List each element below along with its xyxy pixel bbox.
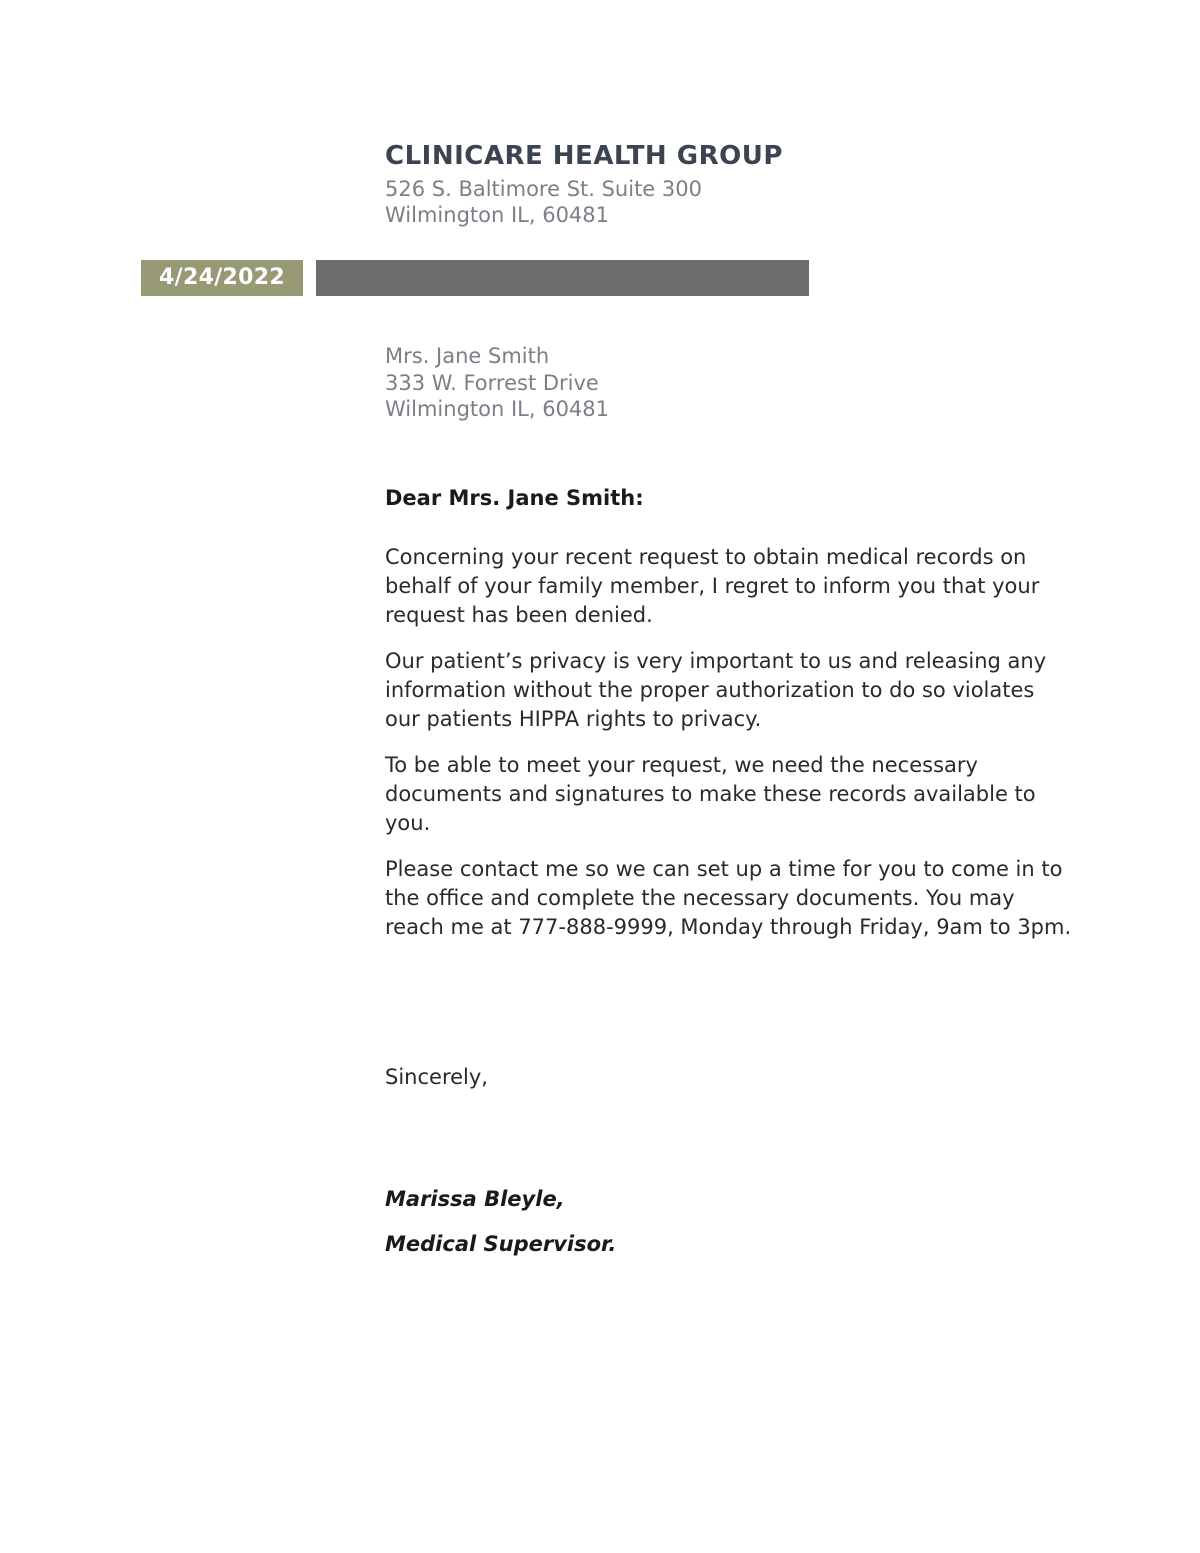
- letter-date: 4/24/2022: [141, 260, 303, 296]
- signer-title: Medical Supervisor.: [385, 1232, 617, 1256]
- signer-name: Marissa Bleyle,: [385, 1187, 565, 1211]
- company-address-line2: Wilmington IL, 60481: [385, 203, 610, 227]
- header-rule-bar: [316, 260, 809, 296]
- body-paragraph: Concerning your recent request to obtain medical records on behalf of your family member, I regret to inform you that your request has been denied.: [385, 545, 1040, 627]
- company-address-line1: 526 S. Baltimore St. Suite 300: [385, 177, 702, 201]
- recipient-address: [385, 343, 609, 423]
- salutation: Dear Mrs. Jane Smith:: [385, 486, 644, 510]
- recipient-address-line1: 333 W. Forrest Drive: [385, 370, 599, 395]
- body-paragraph: To be able to meet your request, we need the necessary documents and signatures to make these records available to you.: [385, 753, 1036, 835]
- recipient-name: Mrs. Jane Smith: [385, 344, 550, 368]
- recipient-address-line2: Wilmington IL, 60481: [385, 397, 610, 421]
- closing: Sincerely,: [385, 1065, 488, 1089]
- body-paragraph: Please contact me so we can set up a time for you to come in to the office and complete the necessary documents. You may reach me at 777-888-9999, Monday through Friday, 9am to 3pm.: [385, 857, 1072, 939]
- company-name: CLINICARE HEALTH GROUP: [385, 141, 783, 171]
- letter-body: [385, 543, 1075, 959]
- body-paragraph: Our patient’s privacy is very important to us and releasing any information without the proper authorization to do so violates our patients HIPPA rights to privacy.: [385, 649, 1047, 731]
- company-address: [385, 176, 702, 228]
